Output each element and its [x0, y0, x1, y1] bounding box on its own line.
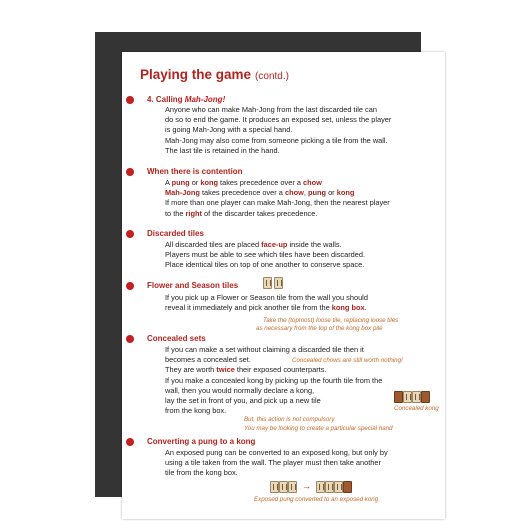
text: takes precedence over a: [217, 178, 304, 187]
body-line: Mah-Jong may also come from someone picking a tile from the wall.: [165, 135, 388, 145]
note-special-hand: You may be looking to create a particular special hand: [244, 425, 393, 432]
section-heading: When there is contention: [147, 167, 243, 176]
text: or: [326, 188, 337, 198]
text: inside the walls.: [287, 240, 342, 249]
body-line: [165, 240, 435, 250]
term-pung: pung: [171, 178, 190, 187]
term-kong-box: kong box: [331, 303, 365, 313]
season-tile-icon: [274, 277, 283, 289]
text: All discarded tiles are placed: [165, 240, 262, 249]
bullet-icon: [126, 168, 134, 176]
body-line: Place identical tiles on top of one another to conserve space.: [165, 260, 365, 270]
section-heading: [147, 95, 225, 104]
body-line: An exposed pung can be converted to an exposed kong, but only by: [165, 448, 388, 457]
body-line: If you pick up a Flower or Season tile from the wall you should: [165, 293, 368, 302]
text: their exposed counterparts.: [234, 365, 327, 375]
term-face-up: face-up: [261, 240, 288, 249]
bullet-icon: [126, 282, 134, 290]
text: .: [364, 303, 367, 313]
kong-tile-back-icon: [421, 391, 430, 403]
bullet-icon: [126, 335, 134, 343]
body-line: do so to end the game. It produces an exposed set, unless the player: [165, 115, 392, 125]
body-line: becomes a concealed set.: [165, 355, 251, 365]
text: They are worth: [165, 365, 217, 375]
note-kong-box-pile: as necessary from the top of the kong box pile: [256, 325, 383, 332]
body-line: If you can make a set without claiming a discarded tile then it: [165, 345, 364, 354]
text: ,: [303, 188, 308, 198]
section-body: [165, 448, 435, 479]
body-line: [165, 303, 435, 313]
caption-exposed-kong: Exposed pung converted to an exposed kong: [254, 496, 379, 503]
body-line: If you make a concealed kong by picking up the fourth tile from the: [165, 375, 383, 385]
body-line: from the kong box.: [165, 406, 227, 416]
pung-tile-icon: [288, 481, 297, 493]
bullet-icon: [126, 230, 134, 238]
body-line: [165, 188, 435, 198]
title-text: Playing the game: [140, 67, 252, 82]
section-heading: Discarded tiles: [147, 229, 204, 238]
kong-tile-icon: [325, 481, 334, 493]
note-concealed-chows: Concealed chows are still worth nothing!: [292, 357, 403, 364]
body-line: If more than one player can make Mah-Jong, then the nearest player: [165, 198, 390, 208]
text: reveal it immediately and pick another tile from the: [165, 303, 332, 313]
text: or: [189, 178, 201, 187]
kong-tile-back-icon: [343, 481, 352, 493]
body-line: Anyone who can make Mah-Jong from the last discarded tile can: [165, 105, 377, 114]
body-line: lay the set in front of you, and pick up a new tile: [165, 396, 321, 406]
note-concealed-kong: Concealed kong: [394, 405, 439, 412]
term-twice: twice: [216, 365, 235, 375]
bullet-icon: [126, 438, 134, 446]
body-line: The last tile is retained in the hand.: [165, 145, 280, 155]
body-line: using a tile taken from the wall. The player must then take another: [165, 458, 381, 468]
bullet-icon: [126, 96, 134, 104]
term-mahjong: Mah-Jong: [165, 188, 200, 198]
term-kong: kong: [336, 188, 355, 198]
kong-tile-back-icon: [394, 391, 403, 403]
title-suffix: (contd.): [255, 71, 289, 82]
body-line: Players must be able to see which tiles have been discarded.: [165, 250, 366, 260]
page-title: [140, 67, 289, 82]
section-body: [165, 293, 435, 313]
section-heading: Converting a pung to a kong: [147, 437, 256, 446]
body-line: [165, 209, 435, 219]
text: takes precedence over a: [199, 188, 285, 198]
kong-tile-icon: [316, 481, 325, 493]
body-line: [165, 365, 435, 375]
term-right: right: [185, 208, 202, 218]
body-line: is going Mah-Jong with a special hand.: [165, 125, 293, 135]
heading-number: 4. Calling: [147, 95, 185, 104]
pung-tile-icon: [270, 481, 279, 493]
front-magnet-card: [122, 52, 445, 519]
heading-emphasis: Mah-Jong!: [184, 95, 226, 104]
section-body: [165, 178, 435, 219]
term-chow: chow: [303, 178, 322, 187]
term-chow: chow: [284, 188, 304, 198]
arrow-right-icon: →: [302, 481, 311, 491]
text: of the discarder takes precedence.: [201, 208, 318, 218]
pung-tile-icon: [279, 481, 288, 493]
kong-tile-icon: [334, 481, 343, 493]
note-not-compulsory: But, this action is not compulsory: [244, 416, 335, 423]
text: A: [165, 178, 172, 187]
section-heading: Flower and Season tiles: [147, 281, 239, 290]
section-body: [165, 240, 435, 271]
section-body: [165, 105, 435, 156]
term-pung: pung: [307, 188, 327, 198]
body-line: tile from the kong box.: [165, 468, 238, 478]
term-kong: kong: [200, 178, 218, 187]
note-loose-tile: Take the (topmost) loose tile, replacing loose tiles: [263, 317, 399, 324]
flower-tile-icon: [263, 277, 272, 289]
kong-tile-icon: [403, 391, 412, 403]
body-line: [165, 178, 435, 188]
body-line: wall, then you would normally declare a kong,: [165, 385, 315, 395]
section-heading: Concealed sets: [147, 334, 206, 343]
text: to the: [165, 208, 186, 218]
kong-tile-icon: [412, 391, 421, 403]
